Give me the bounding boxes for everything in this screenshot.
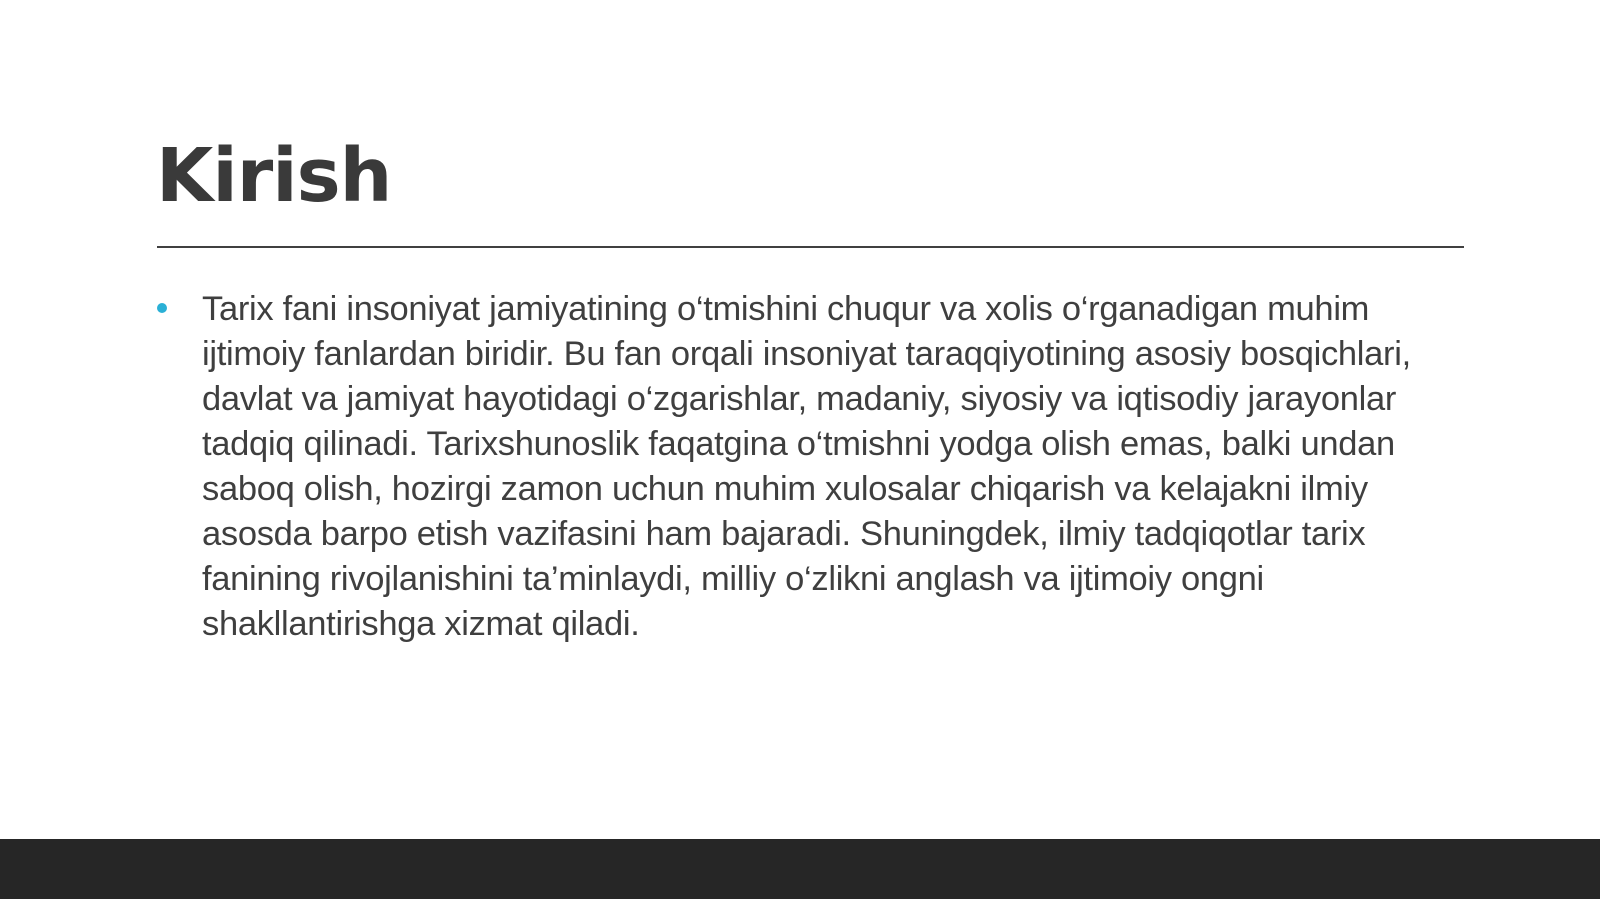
title-divider: [157, 246, 1464, 248]
slide-title: Kirish: [156, 133, 392, 219]
bullet-dot-icon: [157, 303, 167, 313]
bullet-list: [157, 287, 1457, 647]
bullet-text: Tarix fani insoniyat jamiyatining o‘tmishini chuqur va xolis o‘rganadigan muhim ijtimoiy fanlardan biridir. Bu fan orqali insoniyat taraqqiyotining asosiy bosqichlari, davlat va jamiyat hayotidagi o‘zgarishlar, madaniy, siyosiy va iqtisodiy jarayonlar tadqiq qilinadi. Tarixshunoslik faqatgina o‘tmishni yodga olish emas, balki undan saboq olish, hozirgi zamon uchun muhim xulosalar chiqarish va kelajakni ilmiy asosda barpo etish vazifasini ham bajaradi. Shuningdek, ilmiy tadqiqotlar tarix fanining rivojlanishini ta’minlaydi, milliy o‘zlikni anglash va ijtimoiy ongni shakllantirishga xizmat qiladi.: [202, 290, 1411, 643]
bullet-item: [157, 287, 1457, 647]
footer-bar: [0, 839, 1600, 899]
